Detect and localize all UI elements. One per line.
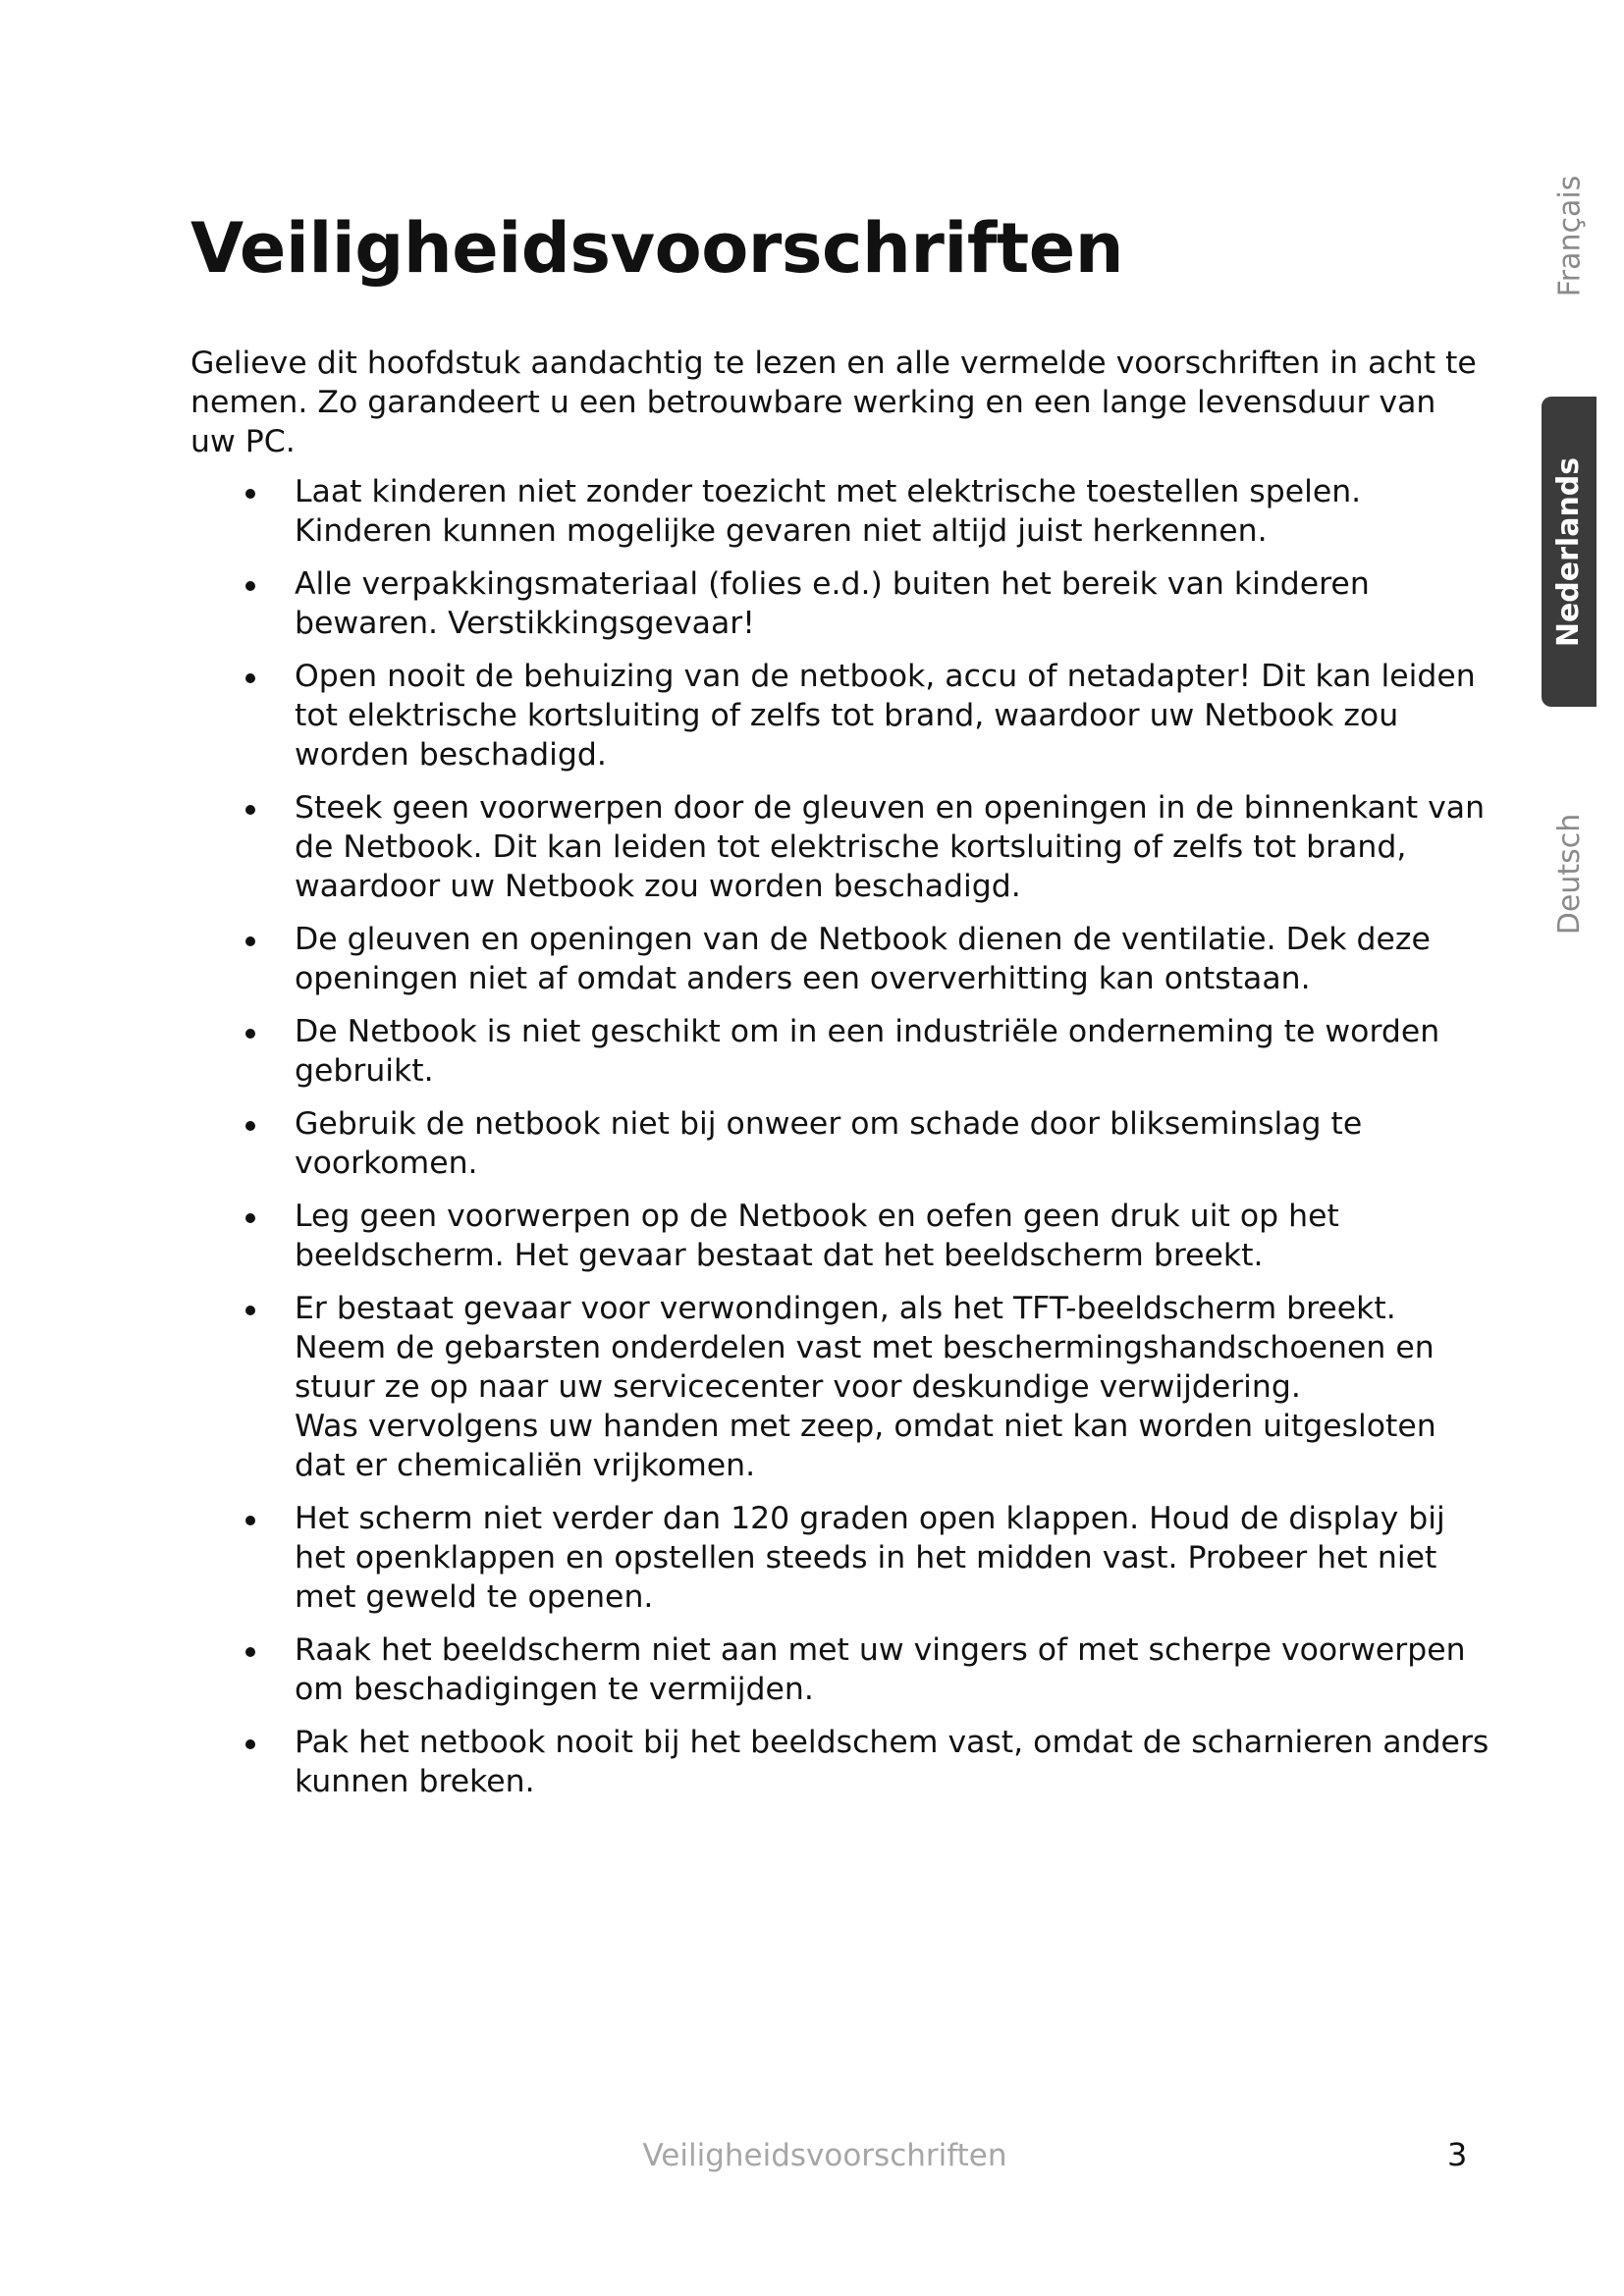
list-item-text: Raak het beeldscherm niet aan met uw vingers of met scherpe voorwerpen om beschadigingen te vermijden. [295,1632,1466,1707]
list-item-text: De Netbook is niet geschikt om in een industriële onderneming te worden gebruikt. [295,1014,1440,1089]
list-item [190,657,1491,774]
list-item-text: Laat kinderen niet zonder toezicht met elektrische toestellen spelen. Kinderen kunnen mogelijke gevaren niet altijd juist herkennen. [295,474,1362,549]
list-item-text: Alle verpakkingsmateriaal (folies e.d.) buiten het bereik van kinderen bewaren. Verstikkingsgevaar! [295,566,1370,641]
list-item [190,1289,1491,1485]
list-item [190,1197,1491,1275]
language-tab-deutsch[interactable] [1543,795,1597,952]
language-tab-label: Nederlands [1551,456,1587,647]
bullet-icon [245,489,255,499]
bullet-icon [245,1739,255,1749]
list-item [190,1104,1491,1183]
list-item [190,1012,1491,1091]
list-item-text: Er bestaat gevaar voor verwondingen, als het TFT-beeldscherm breekt. Neem de gebarsten onderdelen vast met beschermingshandschoenen en stuur ze op naar uw servicecenter voor deskundige verwijdering. [295,1291,1435,1405]
list-item-text: Pak het netbook nooit bij het beeldschem vast, omdat de scharnieren anders kunnen breken. [295,1725,1489,1799]
list-item-text: De gleuven en openingen van de Netbook dienen de ventilatie. Dek deze openingen niet af omdat anders een oververhitting kan ontstaan. [295,922,1431,996]
list-item [190,1723,1491,1801]
safety-list [190,472,1491,1815]
list-item-extra-text: Was vervolgens uw handen met zeep, omdat niet kan worden uitgesloten dat er chemicaliën vrijkomen. [295,1409,1436,1483]
list-item [190,564,1491,643]
bullet-icon [245,673,255,683]
intro-paragraph: Gelieve dit hoofdstuk aandachtig te lezen en alle vermelde voorschriften in acht te nemen. Zo garandeert u een betrouwbare werking en een lange levensduur van uw PC. [190,346,1477,459]
bullet-icon [245,936,255,946]
bullet-icon [245,1213,255,1223]
list-item-text: Steek geen voorwerpen door de gleuven en openingen in de binnenkant van de Netbook. Dit kan leiden tot elektrische kortsluiting of zelfs tot brand, waardoor uw Netbook zou worden beschadigd. [295,790,1486,904]
list-item [190,1499,1491,1617]
bullet-icon [245,1029,255,1039]
page-number: 3 [1447,2136,1468,2173]
bullet-icon [245,581,255,591]
bullet-icon [245,1516,255,1525]
list-item-text: Gebruik de netbook niet bij onweer om schade door blikseminslag te voorkomen. [295,1106,1363,1181]
language-tab-label: Français [1552,175,1588,296]
bullet-icon [245,805,255,815]
bullet-icon [245,1121,255,1131]
bullet-icon [245,1647,255,1657]
list-item-text: Leg geen voorwerpen op de Netbook en oefen geen druk uit op het beeldscherm. Het gevaar bestaat dat het beeldscherm breekt. [295,1199,1339,1273]
list-item [190,1630,1491,1709]
page-title: Veiligheidsvoorschriften [190,208,1124,289]
list-item [190,472,1491,551]
language-tab-nederlands[interactable] [1542,397,1597,707]
list-item-text: Open nooit de behuizing van de netbook, accu of netadapter! Dit kan leiden tot elektrische kortsluiting of zelfs tot brand, waardoor uw Netbook zou worden beschadigd. [295,659,1476,773]
language-tab-francais[interactable] [1543,157,1597,314]
list-item [190,920,1491,998]
bullet-icon [245,1306,255,1315]
list-item [190,788,1491,906]
footer-section-title: Veiligheidsvoorschriften [642,2138,1007,2173]
list-item-text: Het scherm niet verder dan 120 graden open klappen. Houd de display bij het openklappen en opstellen steeds in het midden vast. Probeer het niet met geweld te openen. [295,1501,1445,1615]
language-tab-label: Deutsch [1552,813,1588,934]
